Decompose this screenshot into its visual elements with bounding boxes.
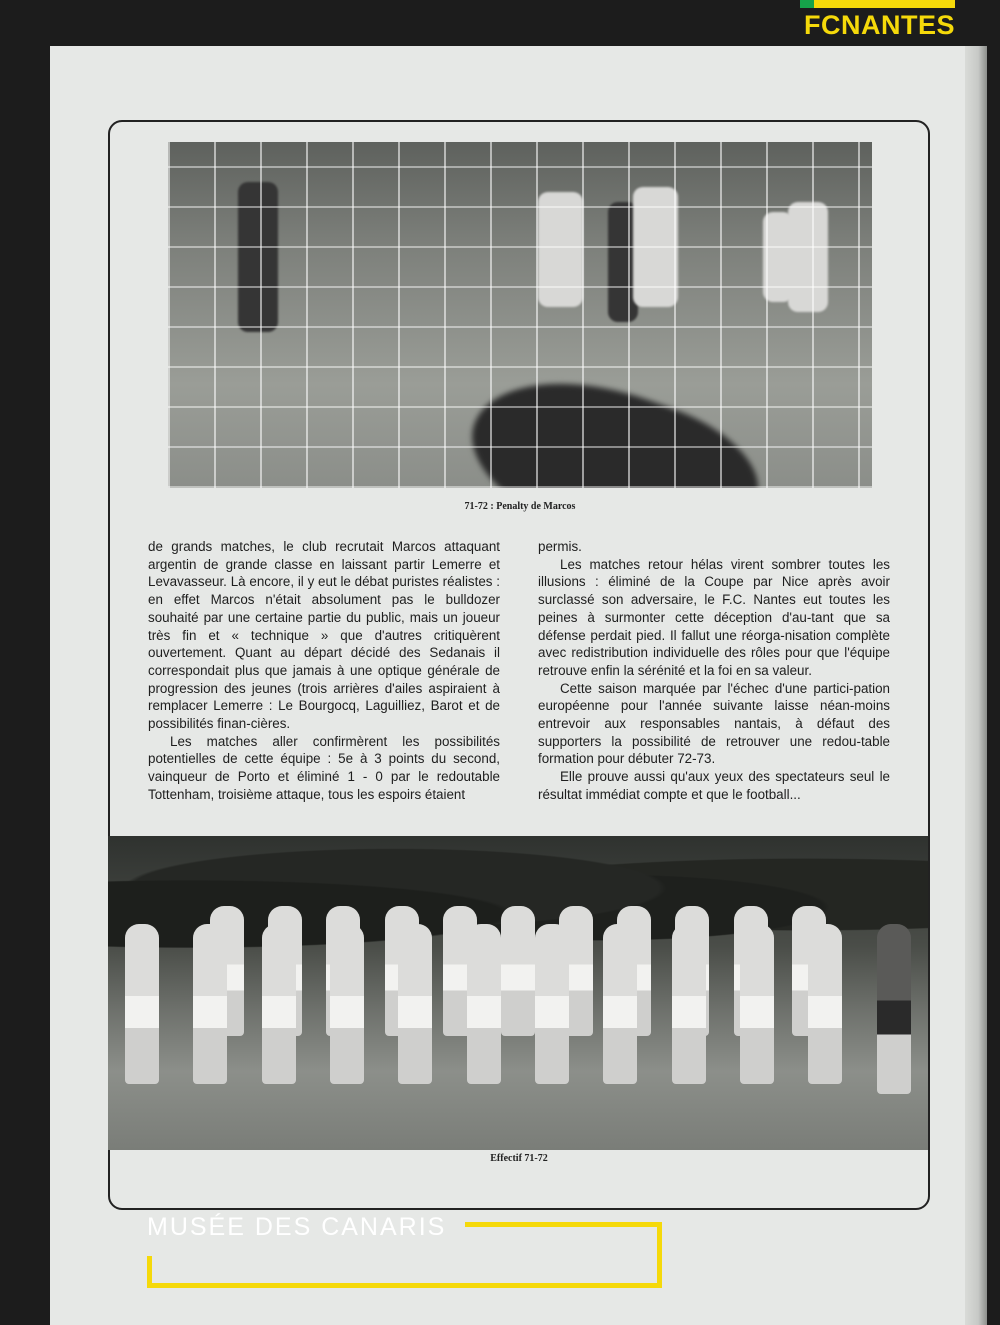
brand-logo-text: FCNANTES — [804, 10, 955, 40]
paragraph: de grands matches, le club recrutait Marcos attaquant argentin de grande classe en laissant partir Lemerre et Levavasseur. Là encore, il y eut le débat puristes réalistes : en effet Marcos n'était absolument pas le bulldozer souhaité par une certaine partie du public, mais un joueur très fin et « technique » que d'autres critiquèrent ouvertement. Quant au départ décidé des Sedanais il correspondait plus que jamais à une optique générale de progression des jeunes (trois arrières d'ailes aspiraient à remplacer Lemerre : Le Bourgocq, Laguilliez, Barot et de possibilités finan-cières. — [148, 539, 500, 732]
photo-caption: Effectif 71-72 — [490, 1153, 548, 1164]
page-edge — [965, 46, 987, 1325]
paragraph: permis. — [538, 539, 582, 554]
team-photo — [108, 836, 928, 1150]
goal-net — [168, 142, 872, 488]
paragraph: Les matches aller confirmèrent les possibilités potentielles de cette équipe : 5e à 3 points du second, vainqueur de Porto et éliminé 1 - 0 par le redoutable Tottenham, troisième attaque, tous les espoirs étaient — [148, 733, 500, 802]
fcnantes-logo — [800, 0, 955, 44]
paragraph: Cette saison marquée par l'échec d'une partici-pation européenne pour l'année suivante laisse néan-moins entrevoir aux responsables nantais, à défaut des supporters la possibilité de retrouver une redou-table formation pour débuter 72-73. — [538, 680, 890, 767]
photo-caption: 71-72 : Penalty de Marcos — [464, 501, 576, 512]
watermark-text: MUSÉE DES CANARIS — [147, 1213, 447, 1241]
paragraph: Elle prouve aussi qu'aux yeux des spectateurs seul le résultat immédiat compte et que le football... — [538, 769, 890, 802]
article-right-column — [538, 538, 890, 804]
brand-stripe — [800, 0, 955, 8]
paragraph: Les matches retour hélas virent sombrer toutes les illusions : éliminé de la Coupe par Nice après avoir surclassé son adversaire, le F.C. Nantes eut toutes les peines à surmonter cette déception d'au-tant que sa défense perdait pied. Il fallut une réorga-nisation complète avec redistribution individuelle des rôles pour que l'équipe retrouve enfin la sérénité et la foi en sa valeur. — [538, 556, 890, 678]
penalty-photo — [168, 142, 872, 488]
article-left-column — [148, 538, 500, 804]
